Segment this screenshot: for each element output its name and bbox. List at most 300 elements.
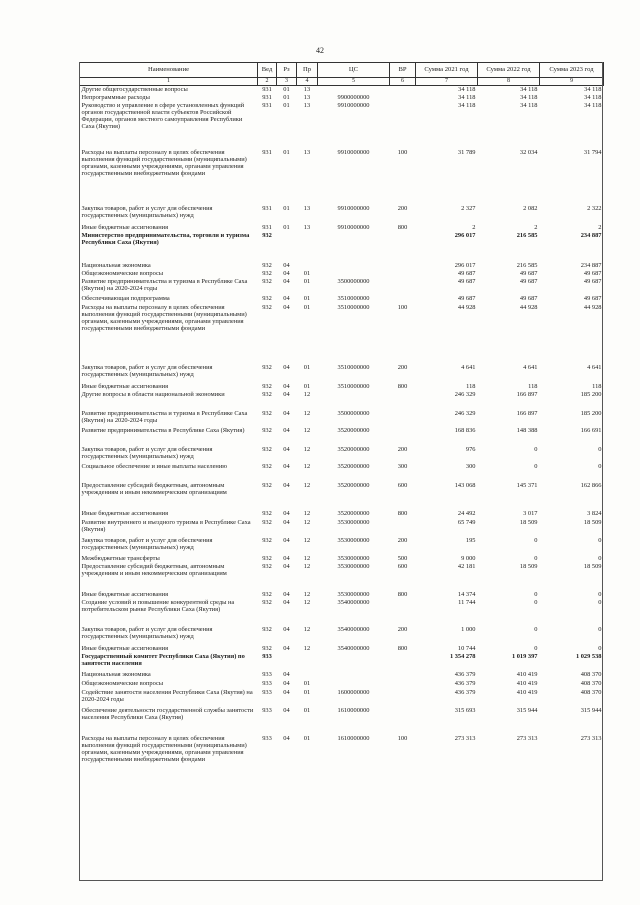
table-row: [80, 482, 604, 510]
row-sum-2023: 2 322: [587, 204, 602, 212]
row-ved: 932: [262, 426, 272, 434]
row-sum-2021: 143 068: [454, 481, 476, 489]
row-sum-2023: 49 687: [583, 294, 602, 302]
row-sum-2021: 34 118: [458, 86, 476, 93]
row-sum-2023: 408 370: [580, 670, 602, 678]
row-pr: [297, 653, 318, 671]
row-vr: 300: [397, 462, 408, 470]
row-pr: 12: [303, 462, 311, 470]
col-header-ved: Вед: [258, 63, 277, 78]
row-sum-2022: 0: [534, 462, 538, 470]
row-cs: 3520000000: [337, 426, 370, 434]
row-sum-2023: 166 691: [580, 426, 602, 434]
table-row: [80, 410, 604, 427]
row-vr: 800: [397, 590, 408, 598]
column-number: 4: [297, 78, 318, 86]
row-sum-2023: 273 313: [580, 734, 602, 742]
row-name: Межбюджетные трансферты: [81, 554, 160, 562]
row-rz: [277, 653, 297, 671]
row-rz: 04: [283, 706, 290, 714]
row-pr: 12: [303, 562, 311, 570]
row-vr: [390, 270, 416, 278]
row-sum-2022: 4 641: [523, 363, 538, 371]
row-sum-2022: 49 687: [519, 277, 538, 285]
col-header-cs: ЦС: [318, 63, 390, 78]
col-header-2023: Сумма 2023 год: [540, 63, 604, 78]
row-rz: 01: [283, 86, 290, 93]
row-cs: 9900000000: [337, 93, 370, 101]
row-vr: 100: [397, 148, 408, 156]
row-cs: 3510000000: [337, 363, 370, 371]
row-pr: [297, 671, 318, 680]
row-ved: 932: [262, 562, 272, 570]
row-sum-2021: 9 000: [461, 554, 476, 562]
row-cs: 3530000000: [337, 590, 370, 598]
row-cs: [318, 680, 390, 689]
column-number: 6: [390, 78, 416, 86]
row-pr: 01: [303, 734, 311, 742]
row-cs: [318, 270, 390, 278]
row-name: Иные бюджетные ассигнования: [81, 509, 169, 517]
row-pr: 13: [303, 204, 311, 212]
row-vr: 200: [397, 445, 408, 453]
row-name: Развитие предпринимательства в Республике Саха (Якутия): [81, 426, 245, 434]
row-sum-2023: 0: [598, 445, 602, 453]
row-sum-2022: 166 897: [516, 390, 538, 398]
row-rz: 04: [283, 590, 290, 598]
row-pr: 12: [303, 409, 311, 417]
row-ved: 932: [262, 269, 272, 277]
row-rz: 04: [283, 462, 290, 470]
row-cs: 3540000000: [337, 598, 370, 606]
row-sum-2022: 410 419: [516, 679, 538, 687]
row-rz: 04: [283, 269, 290, 277]
table-row: [80, 270, 604, 278]
row-cs: 9910000000: [337, 223, 370, 231]
row-name: Иные бюджетные ассигнования: [81, 382, 169, 390]
row-ved: 932: [262, 644, 272, 652]
row-sum-2022: 0: [534, 644, 538, 652]
row-cs: 3530000000: [337, 562, 370, 570]
row-sum-2021: 42 181: [457, 562, 476, 570]
row-vr: 200: [397, 536, 408, 544]
row-vr: [390, 232, 416, 262]
row-rz: 04: [283, 625, 290, 633]
row-sum-2022: 2: [534, 223, 538, 231]
row-name: Иные бюджетные ассигнования: [81, 590, 169, 598]
row-sum-2021: 49 687: [457, 269, 476, 277]
row-name: Закупка товаров, работ и услуг для обеспечения государственных (муниципальных) нужд: [81, 363, 213, 378]
row-name: Иные бюджетные ассигнования: [81, 644, 169, 652]
row-vr: 800: [397, 644, 408, 652]
row-sum-2021: 2: [472, 223, 476, 231]
row-sum-2023: 0: [598, 625, 602, 633]
row-pr: 01: [303, 277, 311, 285]
row-sum-2022: 49 687: [519, 294, 538, 302]
row-rz: 01: [283, 101, 290, 109]
row-vr: [390, 102, 416, 149]
row-vr: [390, 295, 416, 304]
row-sum-2022: 145 371: [516, 481, 538, 489]
row-ved: 933: [262, 734, 272, 742]
row-ved: 932: [262, 518, 272, 526]
row-pr: 01: [303, 382, 311, 390]
row-name: Обеспечение деятельности государственной службы занятости населения Республики Саха (Якутия): [81, 706, 254, 721]
table-row: [80, 295, 604, 304]
row-vr: [390, 707, 416, 735]
row-sum-2023: 185 200: [580, 409, 602, 417]
row-sum-2023: 0: [598, 590, 602, 598]
row-sum-2023: 1 029 538: [575, 652, 602, 660]
row-ved: 932: [262, 481, 272, 489]
row-vr: [390, 427, 416, 446]
row-sum-2021: 246 329: [454, 390, 476, 398]
row-vr: 200: [397, 625, 408, 633]
row-ved: 931: [262, 86, 272, 93]
row-name: Социальное обеспечение и иные выплаты населению: [81, 462, 228, 470]
row-cs: 3520000000: [337, 509, 370, 517]
row-sum-2022: 18 509: [519, 518, 538, 526]
column-number: 7: [416, 78, 478, 86]
row-cs: 3520000000: [337, 445, 370, 453]
row-pr: 12: [303, 554, 311, 562]
row-sum-2023: 31 794: [583, 148, 602, 156]
row-name: Обеспечивающая подпрограмма: [81, 294, 170, 302]
row-sum-2023: 34 118: [584, 86, 602, 93]
row-vr: [390, 278, 416, 295]
row-name: Предоставление субсидий бюджетным, автономным учреждениям и иным некоммерческим организациям: [81, 481, 227, 496]
table-row: [80, 224, 604, 232]
table-body: [80, 86, 604, 791]
row-name: Развитие предпринимательства и туризма в Республике Саха (Якутия) на 2020-2024 годы: [81, 277, 248, 292]
row-pr: 12: [303, 625, 311, 633]
row-ved: 933: [262, 670, 272, 678]
row-cs: 3540000000: [337, 625, 370, 633]
col-header-2021: Сумма 2021 год: [416, 63, 478, 78]
table-row: [80, 364, 604, 383]
row-vr: 200: [397, 363, 408, 371]
table-row: [80, 707, 604, 735]
row-sum-2022: 315 944: [516, 706, 538, 714]
row-sum-2021: 34 118: [458, 93, 476, 101]
row-pr: 01: [303, 706, 311, 714]
row-rz: 01: [283, 223, 290, 231]
row-rz: 04: [283, 445, 290, 453]
row-sum-2021: 14 374: [457, 590, 476, 598]
row-ved: 932: [262, 390, 272, 398]
row-rz: 04: [283, 261, 290, 269]
row-vr: 100: [397, 734, 408, 742]
row-ved: 932: [262, 625, 272, 633]
row-sum-2021: 246 329: [454, 409, 476, 417]
row-sum-2021: 31 789: [457, 148, 476, 156]
row-pr: 13: [303, 223, 311, 231]
row-sum-2021: 296 017: [454, 231, 476, 239]
row-ved: 931: [262, 204, 272, 212]
row-name: Расходы на выплаты персоналу в целях обеспечения выполнения функций государственными (муниципальными) органами, казенными учреждениями, органами управления государственными внебюджетными фондами: [81, 734, 247, 764]
row-sum-2022: 0: [534, 554, 538, 562]
row-ved: 931: [262, 223, 272, 231]
row-sum-2022: 216 585: [516, 261, 538, 269]
row-rz: 04: [283, 277, 290, 285]
table-row: [80, 735, 604, 791]
row-sum-2023: 234 887: [580, 261, 602, 269]
column-number: 8: [478, 78, 540, 86]
row-name: Закупка товаров, работ и услуг для обеспечения государственных (муниципальных) нужд: [81, 536, 213, 551]
row-cs: 3530000000: [337, 536, 370, 544]
row-cs: [318, 671, 390, 680]
row-cs: 9910000000: [337, 204, 370, 212]
table-row: [80, 232, 604, 262]
row-sum-2023: 3 824: [587, 509, 602, 517]
row-sum-2021: 1 354 278: [449, 652, 476, 660]
row-sum-2023: 408 370: [580, 679, 602, 687]
row-sum-2021: 315 693: [454, 706, 476, 714]
table-row: [80, 563, 604, 591]
row-sum-2023: 49 687: [583, 269, 602, 277]
table-row: [80, 626, 604, 645]
row-rz: 04: [283, 644, 290, 652]
row-ved: 932: [262, 261, 272, 269]
row-vr: [390, 86, 416, 94]
row-rz: 04: [283, 562, 290, 570]
row-sum-2021: 436 379: [454, 688, 476, 696]
row-rz: 04: [283, 536, 290, 544]
row-pr: 01: [303, 303, 311, 311]
row-pr: 01: [303, 269, 311, 277]
row-vr: [390, 262, 416, 270]
row-sum-2023: 0: [598, 644, 602, 652]
row-rz: 04: [283, 688, 290, 696]
row-rz: 04: [283, 426, 290, 434]
row-sum-2023: 49 687: [583, 277, 602, 285]
row-sum-2022: 0: [534, 598, 538, 606]
row-vr: 100: [397, 303, 408, 311]
row-sum-2021: 300: [465, 462, 476, 470]
table-row: [80, 278, 604, 295]
row-sum-2021: 34 118: [458, 101, 476, 109]
row-rz: 04: [283, 481, 290, 489]
col-header-vr: ВР: [390, 63, 416, 78]
row-sum-2023: 18 509: [583, 518, 602, 526]
row-cs: 1610000000: [337, 734, 370, 742]
row-sum-2022: 216 585: [516, 231, 538, 239]
column-number: 5: [318, 78, 390, 86]
row-ved: 932: [262, 598, 272, 606]
row-name: Развитие внутреннего и въездного туризма в Республике Саха (Якутия): [81, 518, 251, 533]
row-sum-2022: 410 419: [516, 688, 538, 696]
row-sum-2021: 2 327: [461, 204, 476, 212]
row-sum-2022: 0: [534, 625, 538, 633]
column-number: 3: [277, 78, 297, 86]
row-name: Национальная экономика: [81, 670, 151, 678]
table-row: [80, 149, 604, 205]
row-vr: [390, 391, 416, 410]
row-cs: [318, 232, 390, 262]
row-pr: [297, 232, 318, 262]
row-sum-2021: 49 687: [457, 277, 476, 285]
row-sum-2021: 65 749: [457, 518, 476, 526]
row-sum-2021: 168 836: [454, 426, 476, 434]
row-sum-2022: 0: [534, 536, 538, 544]
row-sum-2021: 436 379: [454, 679, 476, 687]
row-sum-2021: 273 313: [454, 734, 476, 742]
row-pr: 13: [303, 93, 311, 101]
row-pr: 12: [303, 518, 311, 526]
row-sum-2023: 234 887: [580, 231, 602, 239]
row-cs: [318, 653, 390, 671]
table-row: [80, 653, 604, 671]
row-name: Закупка товаров, работ и услуг для обеспечения государственных (муниципальных) нужд: [81, 204, 213, 219]
table-row: [80, 86, 604, 94]
row-ved: 933: [262, 652, 272, 660]
row-pr: 13: [303, 101, 311, 109]
row-cs: 1610000000: [337, 706, 370, 714]
row-pr: 12: [303, 481, 311, 489]
row-ved: 931: [262, 148, 272, 156]
row-pr: 12: [303, 590, 311, 598]
column-number-row: [80, 78, 604, 86]
row-sum-2021: 436 379: [454, 670, 476, 678]
table-row: [80, 205, 604, 224]
row-name: Создание условий и повышение конкурентной среды на потребительском рынке Республики Саха (Якутия): [81, 598, 235, 613]
table-row: [80, 102, 604, 149]
row-vr: [390, 689, 416, 707]
row-pr: 13: [303, 86, 311, 93]
row-name: Иные бюджетные ассигнования: [81, 223, 169, 231]
row-ved: 932: [262, 590, 272, 598]
column-number: 2: [258, 78, 277, 86]
row-cs: 3510000000: [337, 303, 370, 311]
row-sum-2021: 296 017: [454, 261, 476, 269]
row-rz: 04: [283, 509, 290, 517]
row-vr: [390, 680, 416, 689]
row-sum-2022: 118: [528, 382, 538, 390]
table-row: [80, 391, 604, 410]
row-ved: 932: [262, 231, 272, 239]
row-cs: [318, 262, 390, 270]
row-cs: 9910000000: [337, 148, 370, 156]
row-sum-2021: 195: [465, 536, 476, 544]
row-sum-2022: 3 017: [523, 509, 538, 517]
row-sum-2023: 0: [598, 554, 602, 562]
row-vr: 600: [397, 481, 408, 489]
table-row: [80, 591, 604, 599]
table-row: [80, 383, 604, 391]
row-pr: 12: [303, 509, 311, 517]
row-rz: 04: [283, 554, 290, 562]
row-cs: 3520000000: [337, 462, 370, 470]
row-ved: 932: [262, 536, 272, 544]
row-ved: 932: [262, 462, 272, 470]
row-vr: [390, 410, 416, 427]
row-sum-2021: 10 744: [457, 644, 476, 652]
row-sum-2022: 148 388: [516, 426, 538, 434]
col-header-2022: Сумма 2022 год: [478, 63, 540, 78]
table-row: [80, 262, 604, 270]
row-sum-2022: 32 034: [519, 148, 538, 156]
row-pr: 12: [303, 598, 311, 606]
row-rz: 04: [283, 598, 290, 606]
row-sum-2023: 0: [598, 598, 602, 606]
row-pr: 13: [303, 148, 311, 156]
row-vr: 800: [397, 509, 408, 517]
table-row: [80, 510, 604, 519]
row-rz: [277, 232, 297, 262]
row-rz: 01: [283, 204, 290, 212]
row-pr: [297, 262, 318, 270]
row-sum-2022: 0: [534, 445, 538, 453]
row-name: Развитие предпринимательства и туризма в Республике Саха (Якутия) на 2020-2024 годы: [81, 409, 248, 424]
row-vr: 600: [397, 562, 408, 570]
row-name: Закупка товаров, работ и услуг для обеспечения государственных (муниципальных) нужд: [81, 625, 213, 640]
row-pr: 12: [303, 426, 311, 434]
row-name: Общеэкономические вопросы: [81, 269, 164, 277]
row-vr: 800: [397, 382, 408, 390]
table-row: [80, 689, 604, 707]
row-sum-2021: 976: [465, 445, 476, 453]
row-ved: 932: [262, 363, 272, 371]
row-cs: 3500000000: [337, 277, 370, 285]
col-header-rz: Рз: [277, 63, 297, 78]
table-row: [80, 680, 604, 689]
row-sum-2021: 24 492: [457, 509, 476, 517]
row-name: Закупка товаров, работ и услуг для обеспечения государственных (муниципальных) нужд: [81, 445, 213, 460]
row-sum-2023: 0: [598, 536, 602, 544]
row-rz: 04: [283, 294, 290, 302]
row-ved: 931: [262, 93, 272, 101]
row-sum-2022: 34 118: [520, 86, 538, 93]
row-cs: 3540000000: [337, 644, 370, 652]
row-pr: 12: [303, 536, 311, 544]
row-sum-2021: 49 687: [457, 294, 476, 302]
row-sum-2023: 0: [598, 462, 602, 470]
row-cs: 3510000000: [337, 382, 370, 390]
row-name: Другие общегосударственные вопросы: [81, 86, 188, 93]
row-rz: 04: [283, 409, 290, 417]
row-cs: [318, 86, 390, 94]
row-name: Руководство и управление в сфере установленных функций органов государственной власти субъектов Российской Федерации, органов местного самоуправления Республики Саха (Якутия): [81, 101, 245, 131]
row-ved: 933: [262, 679, 272, 687]
row-sum-2022: 34 118: [520, 93, 538, 101]
row-sum-2021: 1 000: [461, 625, 476, 633]
row-sum-2022: 273 313: [516, 734, 538, 742]
row-rz: 04: [283, 363, 290, 371]
row-sum-2022: 2 082: [523, 204, 538, 212]
row-name: Министерство предпринимательства, торговли и туризма Республики Саха (Якутия): [81, 231, 250, 246]
row-sum-2023: 162 866: [580, 481, 602, 489]
row-name: Непрограммные расходы: [81, 93, 150, 101]
row-ved: 933: [262, 706, 272, 714]
row-name: Другие вопросы в области национальной экономики: [81, 390, 225, 398]
row-sum-2022: 166 897: [516, 409, 538, 417]
row-ved: 932: [262, 294, 272, 302]
row-rz: 04: [283, 679, 290, 687]
row-cs: 3530000000: [337, 518, 370, 526]
row-vr: [390, 653, 416, 671]
table-row: [80, 304, 604, 364]
row-sum-2021: 4 641: [461, 363, 476, 371]
row-pr: 12: [303, 644, 311, 652]
row-sum-2022: 0: [534, 590, 538, 598]
row-vr: [390, 671, 416, 680]
row-cs: 3530000000: [337, 554, 370, 562]
row-name: Предоставление субсидий бюджетным, автономным учреждениям и иным некоммерческим организациям: [81, 562, 227, 577]
table-row: [80, 537, 604, 555]
row-rz: 04: [283, 382, 290, 390]
table-row: [80, 671, 604, 680]
row-rz: 04: [283, 390, 290, 398]
